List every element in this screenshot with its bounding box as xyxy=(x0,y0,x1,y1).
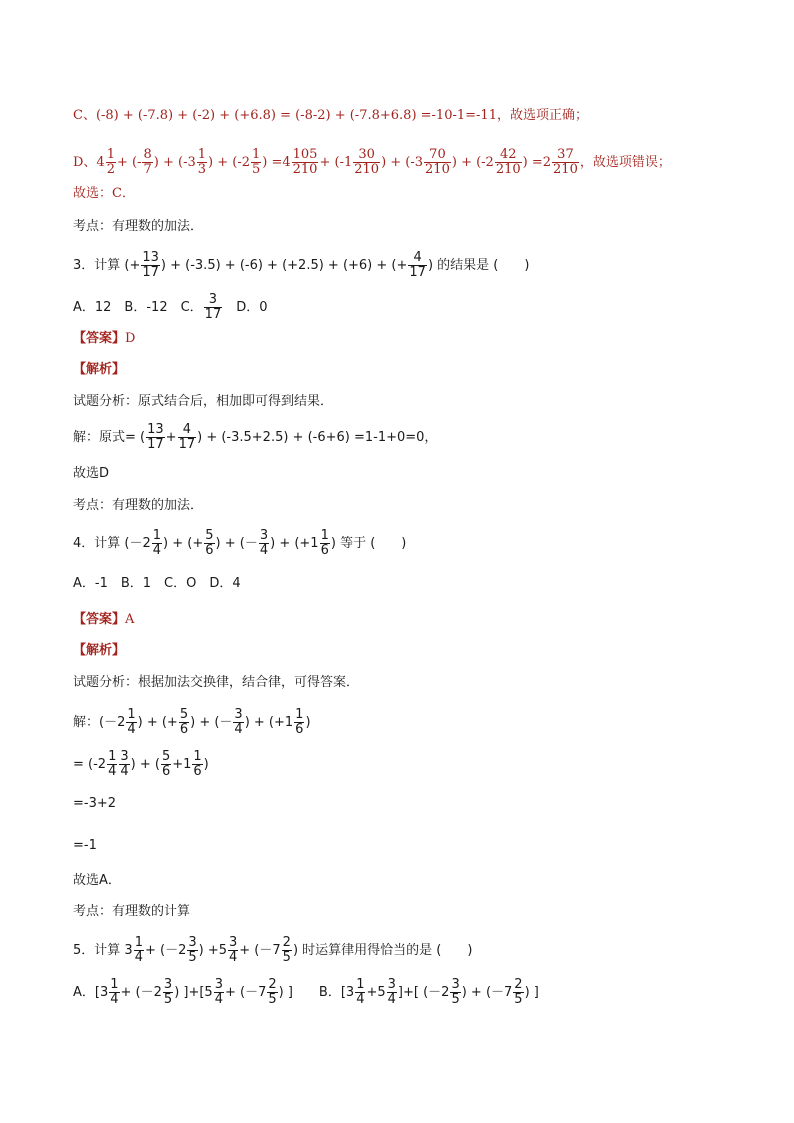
fraction: $\frac{2}{5}$ xyxy=(514,977,523,1007)
fraction: $\frac{5}{6}$ xyxy=(179,707,189,737)
answer-3 xyxy=(73,331,135,347)
fraction: $\frac{1}{4}$ xyxy=(127,707,136,737)
fraction: $\frac{3}{5}$ xyxy=(451,977,460,1007)
solution-4-step1: 解：(－2 $\frac{1}{4}$ ) + (+ $\frac{5}{6}$ ) + (－ $\frac{3}{4}$ ) + (+1 $\frac{1}{6}$ ) xyxy=(73,707,311,737)
answer-label: 【答案】 xyxy=(73,612,126,627)
fraction: $\frac{1}{4}$ xyxy=(110,977,119,1007)
fraction: $\frac{5}{6}$ xyxy=(161,749,171,779)
fraction: $\frac{1}{4}$ xyxy=(108,749,117,779)
fraction: $\frac{1}{5}$ xyxy=(251,147,261,177)
fraction: $\frac{42}{210}$ xyxy=(495,147,521,177)
fraction: $\frac{105}{210}$ xyxy=(292,147,318,177)
fraction: $\frac{1}{6}$ xyxy=(193,749,202,779)
fraction: $\frac{5}{6}$ xyxy=(205,528,214,558)
solution-3: 解：原式= ( $\frac{13}{17}$ + $\frac{4}{17}$ ) + (-3.5+2.5) + (-6+6) =1-1+0=0， xyxy=(73,422,438,452)
fraction: $\frac{3}{4}$ xyxy=(214,977,223,1007)
fraction: $\frac{70}{210}$ xyxy=(425,147,450,177)
analysis-text: 试题分析：根据加法交换律，结合律，可得答案． xyxy=(73,675,360,690)
fraction: $\frac{3}{5}$ xyxy=(163,977,173,1007)
answer-4 xyxy=(73,612,134,628)
fraction: $\frac{13}{17}$ xyxy=(142,250,159,280)
fraction: $\frac{3}{4}$ xyxy=(229,935,238,965)
fraction: $\frac{37}{210}$ xyxy=(553,147,578,177)
fraction: $\frac{1}{4}$ xyxy=(356,977,365,1007)
fraction: $\frac{13}{17}$ xyxy=(147,422,164,452)
solution-4-step4: =-1 xyxy=(73,838,97,853)
question-4: 4．计算 (－2 $\frac{1}{4}$ ) + (+ $\frac{5}{6}$ ) + (－ $\frac{3}{4}$ ) + (+1 $\frac{1}{6}$ ) 等于 ( ) xyxy=(73,528,407,558)
question-3: 3．计算 (+ $\frac{13}{17}$ ) + (-3.5) + (-6) + (+2.5) + (+6) + (+ $\frac{4}{17}$ ) 的结果是 ( ) xyxy=(73,250,530,280)
option-c-explanation xyxy=(73,108,588,124)
fraction: $\frac{3}{4}$ xyxy=(120,749,129,779)
choice-line: 故选D xyxy=(73,466,110,481)
choice-line: 故选A． xyxy=(73,873,121,888)
fraction: $\frac{1}{4}$ xyxy=(134,935,143,965)
knowledge-point: 考点：有理数的计算 xyxy=(73,904,191,919)
answer-value: D xyxy=(125,331,136,346)
fraction: $\frac{4}{17}$ xyxy=(178,422,196,452)
solution-4-step3: =-3+2 xyxy=(73,796,117,811)
question-3-options: A．12 B．-12 C． $\frac{3}{17}$ D．0 xyxy=(73,292,268,322)
fraction: $\frac{8}{7}$ xyxy=(143,147,152,177)
knowledge-point: 考点：有理数的加法． xyxy=(73,498,204,513)
fraction: $\frac{3}{4}$ xyxy=(234,707,243,737)
choice-line: 故选：C． xyxy=(73,186,135,201)
solution-4-step2: = (-2 $\frac{1}{4}$ $\frac{3}{4}$ ) + ( $\frac{5}{6}$ +1 $\frac{1}{6}$ ) xyxy=(73,749,209,779)
fraction: $\frac{3}{4}$ xyxy=(259,528,269,558)
fraction: $\frac{1}{4}$ xyxy=(152,528,162,558)
question-5: 5．计算 3 $\frac{1}{4}$ + (－2 $\frac{3}{5}$ ) +5 $\frac{3}{4}$ + (－7 $\frac{2}{5}$ ) 时运算律用得恰当的是 ( ) xyxy=(73,935,473,965)
option-c-text: C、(-8) + (-7.8) + (-2) + (+6.8) = (-8-2) + (-7.8+6.8) =-10-1=-11，故选项正确； xyxy=(73,108,588,123)
fraction: $\frac{30}{210}$ xyxy=(354,147,380,177)
question-5-options: A．[3 $\frac{1}{4}$ + (－2 $\frac{3}{5}$ ) ]+[5 $\frac{3}{4}$ + (－7 $\frac{2}{5}$ ) ] B．[3 $\frac{1}{4}$ +5 $\frac{3}{4}$ ]+[ (－2 $\frac{3}{5}$ ) + (－7 $\frac{2}{5}$ ) ] xyxy=(73,977,539,1007)
question-4-options: A．-1 B．1 C．O D．4 xyxy=(73,576,241,591)
fraction: $\frac{3}{5}$ xyxy=(188,935,197,965)
fraction: $\frac{2}{5}$ xyxy=(268,977,277,1007)
analysis-label: 【解析】 xyxy=(73,643,126,658)
fraction: $\frac{1}{3}$ xyxy=(197,147,207,177)
fraction: $\frac{4}{17}$ xyxy=(409,250,426,280)
analysis-text: 试题分析：原式结合后，相加即可得到结果． xyxy=(73,394,334,409)
fraction: $\frac{1}{6}$ xyxy=(295,707,304,737)
answer-label: 【答案】 xyxy=(73,331,126,346)
option-d-explanation: D、4 $\frac{1}{2}$ + (- $\frac{8}{7}$ ) + (-3 $\frac{1}{3}$ ) + (-2 $\frac{1}{5}$ ) =4 $\frac{105}{210}$ + (-1 $\frac{30}{210}$ ) + (-3 $\frac{70}{210}$ ) + (-2 $\frac{42}{210}$ ) =2 $\frac{37}{210}$ ，故选项错误； xyxy=(73,147,671,177)
fraction: $\frac{1}{2}$ xyxy=(106,147,115,177)
analysis-label: 【解析】 xyxy=(73,362,126,377)
answer-value: A xyxy=(125,612,135,627)
fraction: $\frac{1}{6}$ xyxy=(320,528,329,558)
knowledge-point: 考点：有理数的加法． xyxy=(73,219,204,234)
fraction: $\frac{2}{5}$ xyxy=(282,935,291,965)
fraction: $\frac{3}{4}$ xyxy=(387,977,396,1007)
fraction: $\frac{3}{17}$ xyxy=(204,292,222,322)
